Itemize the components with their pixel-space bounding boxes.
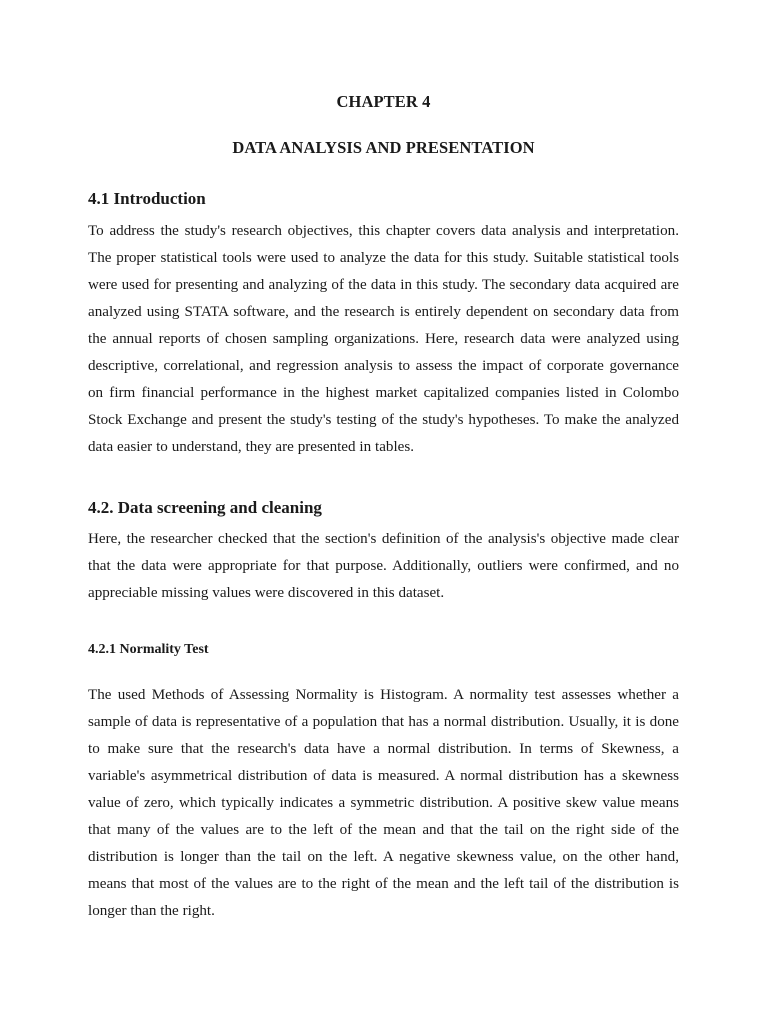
paragraph-data-screening: Here, the researcher checked that the section's definition of the analysis's objective made clear that the data were appropriate for that purpose. Additionally, outliers were confirmed, and no appreciable missing values were discovered in this dataset.	[88, 531, 679, 602]
section-heading-data-screening: 4.2. Data screening and cleaning	[88, 497, 322, 517]
spacer	[88, 607, 679, 641]
paragraph-introduction: To address the study's research objectives, this chapter covers data analysis and interpretation. The proper statistical tools were used to analyze the data for this study. Suitable statistical tools were used for presenting and analyzing of the data in this study. The secondary data acquired are analyzed using STATA software, and the research is entirely dependent on secondary data from the annual reports of chosen sampling organizations. Here, research data were analyzed using descriptive, correlational, and regression analysis to assess the impact of corporate governance on firm financial performance in the highest market capitalized companies listed in Colombo Stock Exchange and present the study's testing of the study's hypotheses. To make the analyzed data easier to understand, they are presented in tables.	[88, 222, 679, 455]
subsection-heading-normality-test: 4.2.1 Normality Test	[88, 642, 209, 658]
spacer	[88, 518, 679, 526]
chapter-label: CHAPTER 4	[336, 92, 431, 111]
spacer	[88, 209, 679, 218]
spacer	[88, 659, 679, 682]
page-title: DATA ANALYSIS AND PRESENTATION	[232, 137, 535, 157]
page-content	[88, 0, 679, 925]
section-heading-introduction: 4.1 Introduction	[88, 188, 206, 208]
spacer	[88, 158, 679, 188]
spacer	[88, 461, 679, 497]
paragraph-normality-test: The used Methods of Assessing Normality is Histogram. A normality test assesses whether a sample of data is representative of a population that has a normal distribution. Usually, it is done to make sure that the research's data have a normal distribution. In terms of Skewness, a variable's asymmetrical distribution of data is measured. A normal distribution has a skewness value of zero, which typically indicates a symmetric distribution. A positive skew value means that many of the values are to the left of the mean and that the tail on the right side of the distribution is longer than the tail on the left. A negative skewness value, on the other hand, means that most of the values are to the right of the mean and the left tail of the distribution is longer than the right.	[88, 686, 679, 919]
